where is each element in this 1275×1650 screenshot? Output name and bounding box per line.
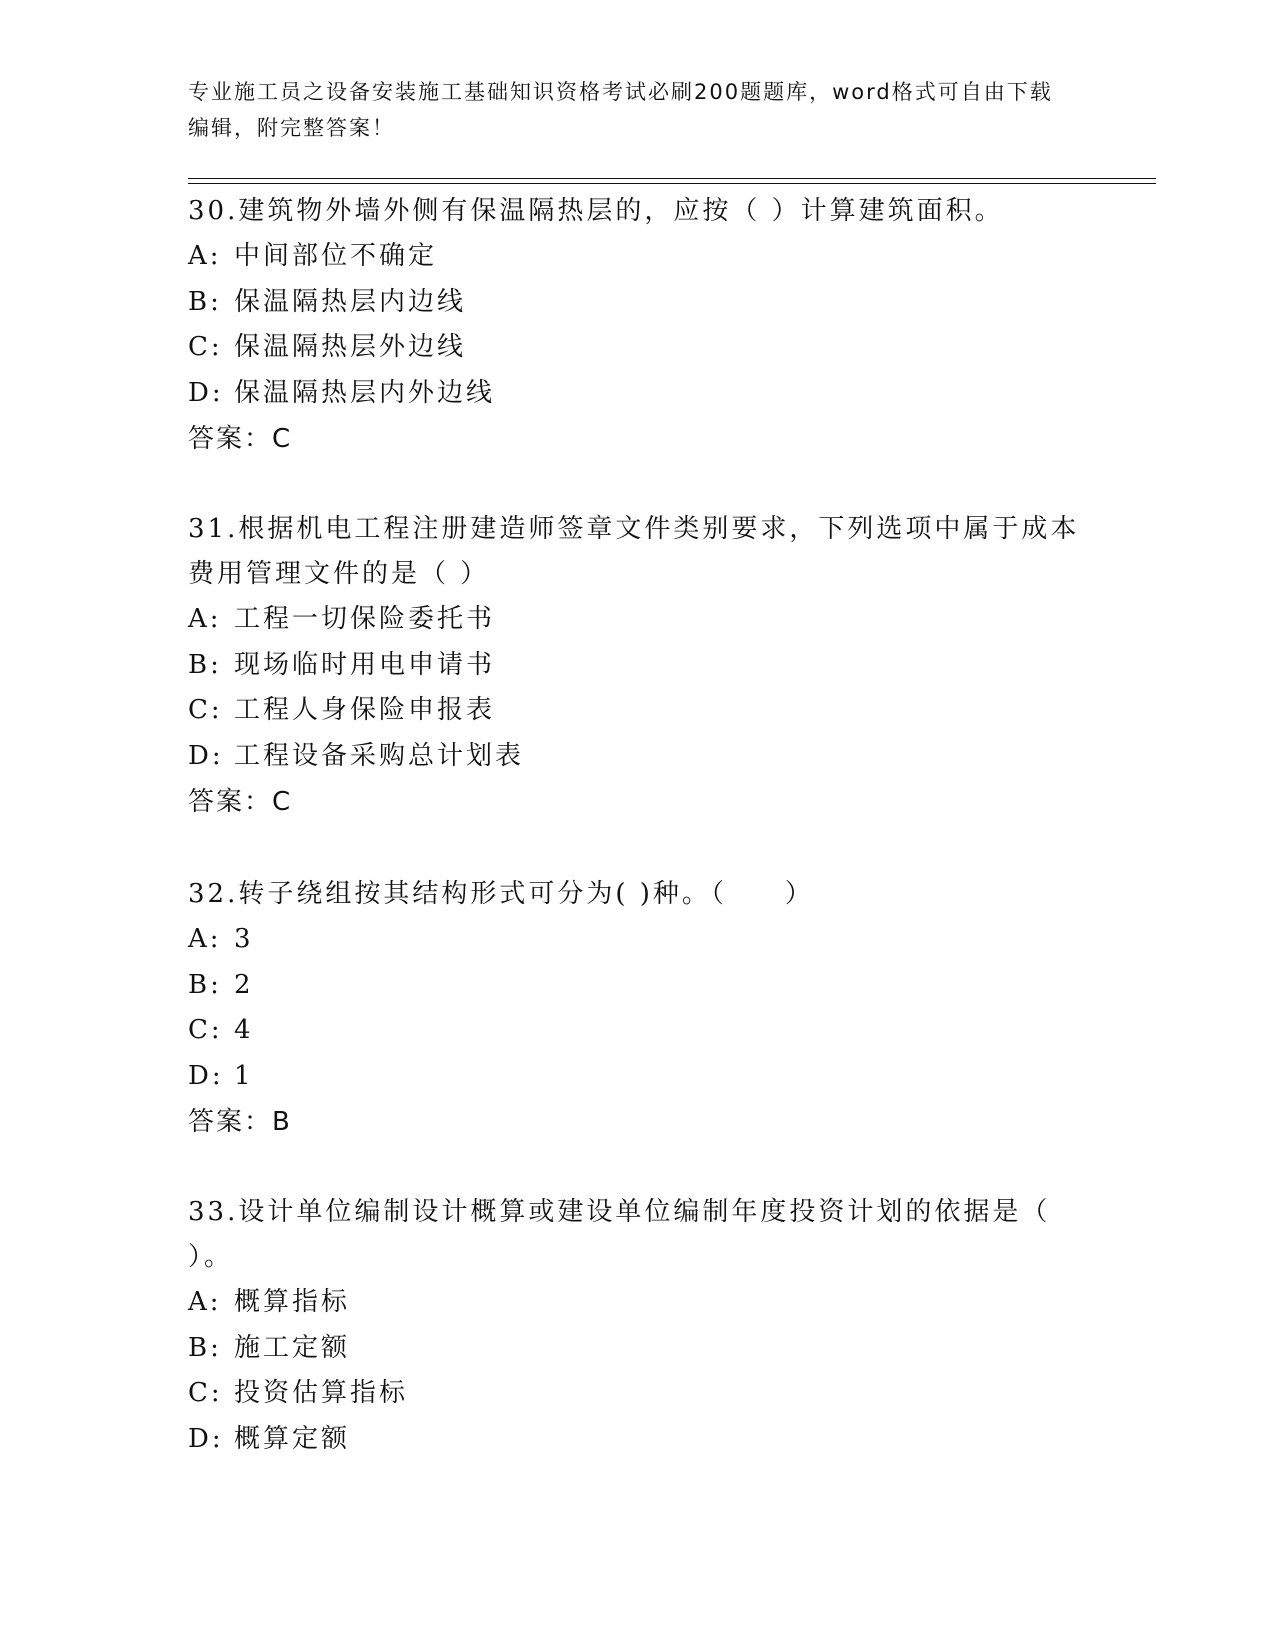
option-text: 工程一切保险委托书 bbox=[234, 604, 496, 634]
option-key: A: bbox=[188, 924, 222, 954]
option-text: 保温隔热层内外边线 bbox=[234, 378, 496, 409]
option-key: B: bbox=[188, 1332, 222, 1363]
header-divider-bottom bbox=[188, 183, 1156, 184]
option-key: A: bbox=[188, 241, 222, 271]
option-text: 现场临时用电申请书 bbox=[234, 649, 496, 680]
question-stem: 33.设计单位编制设计概算或建设单位编制年度投资计划的依据是（ ）。 bbox=[188, 1197, 1051, 1272]
option-key: B: bbox=[188, 969, 222, 1000]
option-b bbox=[188, 280, 1088, 326]
option-text: 施工定额 bbox=[234, 1332, 351, 1363]
question-31 bbox=[188, 507, 1088, 825]
option-text: 工程人身保险申报表 bbox=[234, 695, 496, 726]
option-a bbox=[188, 917, 1088, 963]
answer-line: 答案：C bbox=[188, 786, 293, 817]
option-key: B: bbox=[188, 649, 222, 680]
option-d bbox=[188, 1417, 1088, 1463]
option-b bbox=[188, 963, 1088, 1009]
option-key: C: bbox=[188, 332, 223, 363]
option-d bbox=[188, 371, 1088, 417]
option-key: C: bbox=[188, 1378, 223, 1409]
option-c bbox=[188, 1371, 1088, 1417]
option-key: D: bbox=[188, 1424, 224, 1455]
option-c bbox=[188, 1008, 1088, 1054]
option-text: 1 bbox=[234, 1061, 254, 1092]
option-key: D: bbox=[188, 378, 224, 409]
option-key: D: bbox=[188, 741, 224, 772]
answer-line: 答案：B bbox=[188, 1106, 292, 1137]
option-c bbox=[188, 325, 1088, 371]
option-key: A: bbox=[188, 1287, 222, 1317]
option-key: C: bbox=[188, 695, 223, 726]
option-text: 中间部位不确定 bbox=[234, 241, 438, 271]
option-b bbox=[188, 1326, 1088, 1372]
option-text: 保温隔热层内边线 bbox=[234, 286, 467, 317]
question-stem: 32.转子绕组按其结构形式可分为( )种。（ ） bbox=[188, 879, 814, 909]
option-d bbox=[188, 1054, 1088, 1100]
option-key: A: bbox=[188, 604, 222, 634]
option-text: 工程设备采购总计划表 bbox=[234, 741, 525, 772]
option-text: 投资估算指标 bbox=[234, 1378, 409, 1409]
option-text: 保温隔热层外边线 bbox=[234, 332, 467, 363]
option-text: 4 bbox=[234, 1015, 254, 1046]
option-text: 3 bbox=[234, 924, 254, 954]
option-key: B: bbox=[188, 286, 222, 317]
option-a bbox=[188, 597, 1088, 643]
option-a bbox=[188, 234, 1088, 280]
option-d bbox=[188, 734, 1088, 780]
option-text: 概算定额 bbox=[234, 1424, 351, 1455]
question-33 bbox=[188, 1190, 1088, 1463]
option-text: 概算指标 bbox=[234, 1287, 351, 1317]
option-a bbox=[188, 1280, 1088, 1326]
header-divider-top bbox=[188, 178, 1156, 179]
answer-line: 答案：C bbox=[188, 423, 293, 454]
question-stem: 30.建筑物外墙外侧有保温隔热层的，应按（ ）计算建筑面积。 bbox=[188, 196, 1004, 226]
question-32 bbox=[188, 872, 1088, 1145]
option-text: 2 bbox=[234, 969, 254, 1000]
option-key: C: bbox=[188, 1015, 223, 1046]
option-c bbox=[188, 688, 1088, 734]
question-30 bbox=[188, 189, 1088, 462]
document-header-title: 专业施工员之设备安装施工基础知识资格考试必刷200题题库，word格式可自由下载编辑，附完整答案！ bbox=[188, 80, 1053, 140]
option-b bbox=[188, 643, 1088, 689]
option-key: D: bbox=[188, 1061, 224, 1092]
question-stem: 31.根据机电工程注册建造师签章文件类别要求，下列选项中属于成本费用管理文件的是（ ） bbox=[188, 514, 1080, 589]
